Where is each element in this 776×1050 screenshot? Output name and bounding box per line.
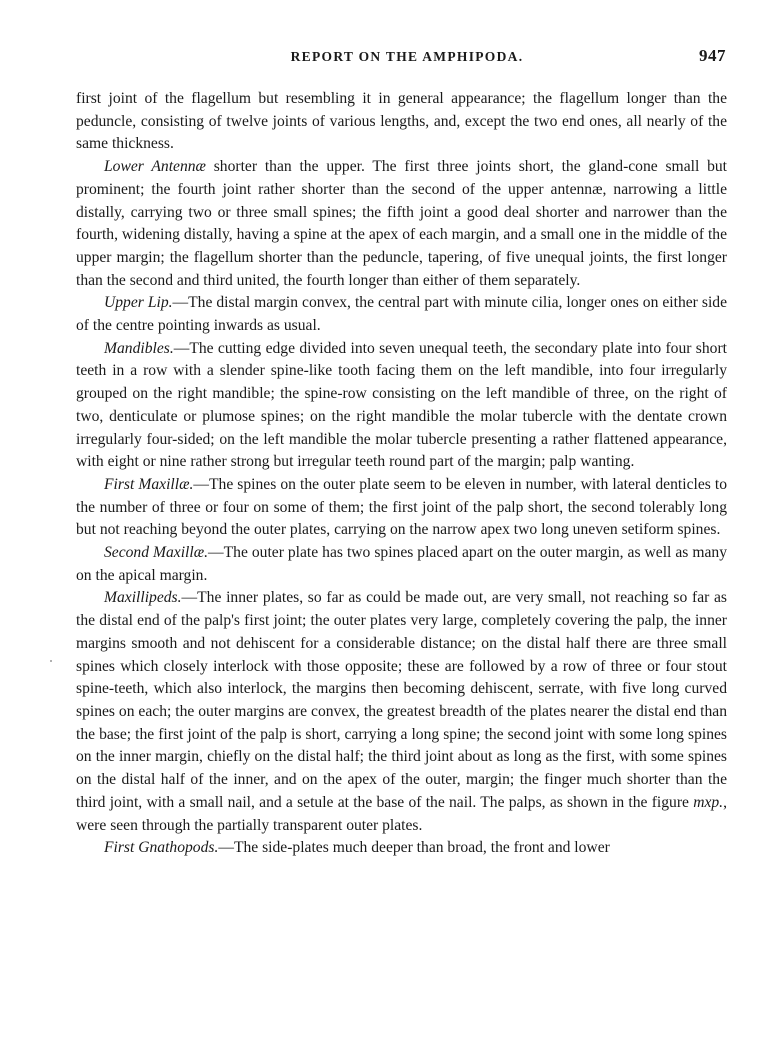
page-header bbox=[76, 46, 726, 71]
body-text bbox=[76, 88, 727, 860]
paragraph-upper-lip bbox=[76, 292, 727, 337]
paragraph-text: shorter than the upper. The first three joints short, the gland-cone small but prominent; the fourth joint rather shorter than the second of the upper antennæ, narrowing a little distally, carrying two or three small spines; the fifth joint a good deal shorter and narrower than the fourth, widening distally, having a spine at the apex of each margin, and a small one in the middle of the upper margin; the flagellum shorter than the peduncle, tapering, of five unequal joints, the first longer than the second and third united, the fourth longer than either of them separately. bbox=[76, 158, 727, 289]
paragraph-lower-antennae bbox=[76, 156, 727, 292]
paragraph-text: —The spines on the outer plate seem to be eleven in number, with lateral denticles to the number of three or four on some of them; the first joint of the palp short, the second tolerably long but not reaching beyond the outer plates, carrying on the narrow apex two long uneven setiform spines. bbox=[76, 475, 727, 539]
paragraph-text: —The cutting edge divided into seven unequal teeth, the secondary plate into four short teeth in a row with a slender spine-like tooth facing them on the left mandible, into four irregularly grouped on the right mandible; the spine-row consisting on the left mandible of three, on the right of two, denticulate or plumose spines; on the right mandible the molar tubercle with the dentate crown irregularly four-sided; on the left mandible the molar tubercle presenting a rather flattened appearance, with eight or nine rather strong but irregular teeth round part of the margin; palp wanting. bbox=[76, 339, 727, 471]
running-title: REPORT ON THE AMPHIPODA. bbox=[290, 49, 524, 64]
section-heading: Second Maxillæ. bbox=[104, 544, 209, 562]
section-heading: Mandibles. bbox=[104, 339, 174, 357]
section-heading: Lower Antennæ bbox=[104, 158, 206, 176]
paragraph-text: —The outer plate has two spines placed apart on the outer margin, as well as many on the apical margin. bbox=[76, 544, 727, 584]
paragraph-text: —The inner plates, so far as could be made out, are very small, not reaching so far as the distal end of the palp's first joint; the outer plates very large, completely covering the palp, the inner margins smooth and not dehiscent for a considerable distance; on the distal half there are three small spines which closely interlock with those opposite; these are followed by a row of three or four stout spine-teeth, which also interlock, the margins then becoming dehiscent, serrate, with five long curved spines on each; the outer margins are convex, the greatest breadth of the plates nearer the distal end than the base; the first joint of the palp is short, carrying a long spine; the second joint with some long spines on the inner margin, chiefly on the distal half; the third joint about as long as the first, with some spines on the distal half of the inner, and on the apex of the outer, margin; the finger much shorter than the third joint, with a small nail, and a setule at the base of the nail. The palps, as shown in the figure bbox=[76, 589, 727, 811]
paragraph-maxillipeds bbox=[76, 587, 727, 837]
section-heading: Maxillipeds. bbox=[104, 589, 182, 607]
paragraph-second-maxillae bbox=[76, 542, 727, 587]
paragraph-text: —The side-plates much deeper than broad, the front and lower bbox=[218, 839, 610, 857]
paragraph-text: first joint of the flagellum but resembling it in general appearance; the flagellum longer than the peduncle, consisting of twelve joints of various lengths, and, except the two end ones, all nearly of the same thickness. bbox=[76, 90, 727, 153]
section-heading: First Maxillæ. bbox=[104, 475, 194, 493]
section-heading: First Gnathopods. bbox=[104, 839, 219, 857]
paragraph-text: —The distal margin convex, the central part with minute cilia, longer ones on either side of the centre pointing inwards as usual. bbox=[76, 294, 727, 335]
paragraph-first-gnathopods bbox=[76, 837, 727, 860]
paragraph-continuation bbox=[76, 88, 727, 156]
paragraph-text-tail: , were seen through the partially transparent outer plates. bbox=[76, 793, 727, 834]
paragraph-first-maxillae bbox=[76, 474, 727, 542]
paragraph-mandibles bbox=[76, 338, 727, 474]
figure-reference: mxp. bbox=[693, 793, 724, 811]
page-number: 947 bbox=[699, 46, 726, 65]
section-heading: Upper Lip. bbox=[104, 294, 173, 312]
margin-speck bbox=[50, 660, 52, 662]
